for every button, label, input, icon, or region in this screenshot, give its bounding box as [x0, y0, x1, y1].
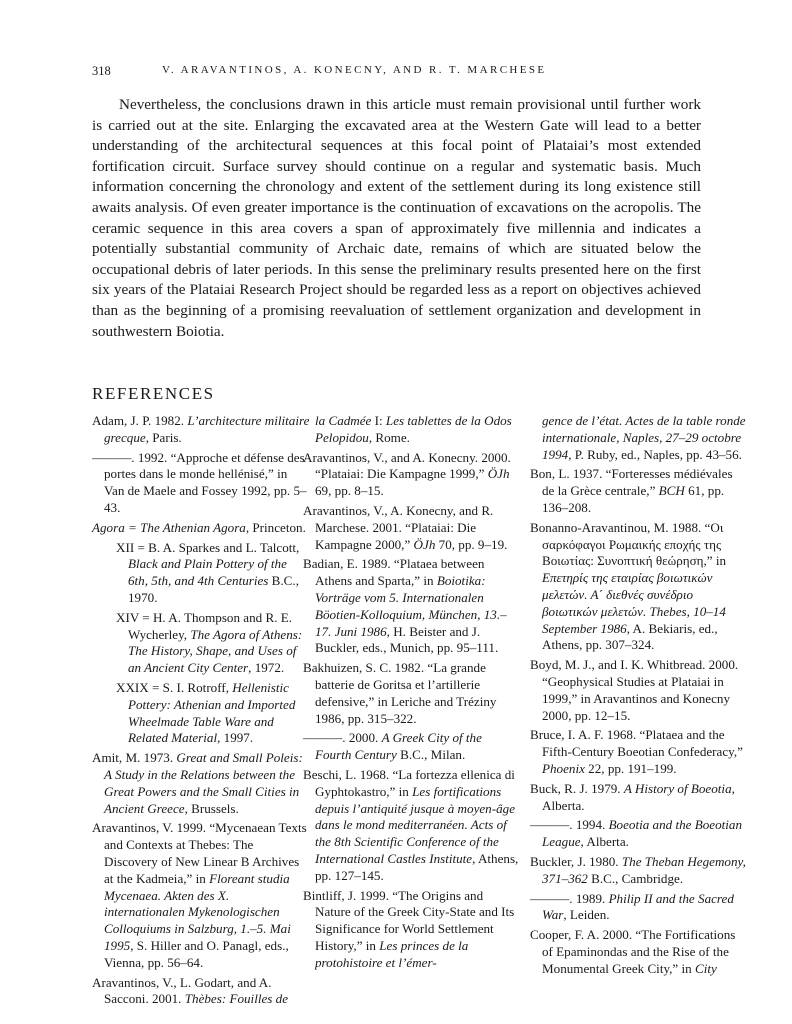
reference-entry — [530, 657, 748, 724]
references-column-3 — [530, 413, 748, 981]
reference-title: Les princes de la protohistoire et l’émer- — [315, 937, 469, 970]
reference-entry — [303, 888, 521, 972]
reference-entry — [92, 820, 310, 971]
reference-entry — [92, 750, 310, 817]
reference-entry — [530, 413, 748, 463]
reference-text: , Athens, pp. 127–145. — [315, 850, 519, 883]
reference-text: B.C., Milan. — [396, 747, 466, 763]
reference-text: XXIX = S. I. Rotroff, — [116, 679, 233, 695]
reference-title: Philip II and the Sacred War — [542, 890, 734, 923]
reference-entry — [92, 450, 310, 517]
reference-entry — [92, 413, 310, 447]
reference-title: A History of Boeotia — [623, 780, 732, 796]
reference-entry — [92, 540, 310, 607]
reference-text: Bakhuizen, S. C. 1982. “La grande batterie de Goritsa et l’artillerie defensive,” in Leriche and Tréziny 1986, pp. 315–322. — [303, 660, 497, 726]
reference-text: Bruce, I. A. F. 1968. “Plataea and the Fifth-Century Boeotian Confederacy,” — [530, 727, 743, 760]
reference-title: Floreant studia Mycenaea. Akten des X. internationalen Mykenologischen Colloquiums in Salzburg, 1.–5. Mai 1995 — [104, 870, 291, 953]
reference-text: , Alberta. — [580, 834, 629, 850]
reference-entry — [530, 466, 748, 516]
reference-title: Thèbes: Fouilles de — [184, 991, 289, 1007]
reference-text: Bon, L. 1937. “Forteresses médiévales de la Grèce centrale,” — [530, 466, 733, 499]
reference-text: B.C., 1970. — [128, 573, 299, 605]
reference-title: The Agora of Athens: The History, Shape, and Uses of an Ancient City Center — [128, 626, 303, 676]
reference-title: A Greek City of the Fourth Century — [315, 730, 482, 763]
reference-entry — [92, 975, 310, 1009]
reference-text: , P. Ruby, ed., Naples, pp. 43–56. — [568, 446, 742, 462]
reference-title: L’architecture militaire grecque — [104, 413, 310, 445]
reference-entry — [530, 854, 748, 888]
reference-text: ———. 2000. — [303, 730, 382, 746]
reference-title: Black and Plain Pottery of the 6th, 5th, and 4th Centuries — [128, 556, 287, 589]
reference-text: XIV = H. A. Thompson and R. E. Wycherley, — [116, 609, 293, 642]
reference-text: ———. 1994. — [530, 817, 609, 833]
reference-entry — [92, 610, 310, 677]
reference-text: Bintliff, J. 1999. “The Origins and Nature of the Greek City-State and Its Significance for World Settlement History,” in — [303, 887, 515, 953]
reference-entry — [530, 927, 748, 977]
reference-text: , S. Hiller and O. Panagl, eds., Vienna, pp. 56–64. — [104, 937, 289, 970]
reference-text: ———. 1992. “Approche et défense des portes dans le monde hellénisé,” in Van de Maele and Fossey 1992, pp. 5–43. — [92, 449, 307, 515]
reference-text: 22, pp. 191–199. — [584, 760, 677, 776]
references-column-2 — [303, 413, 521, 975]
reference-title: BCH — [658, 483, 685, 499]
reference-text: Adam, J. P. 1982. — [92, 413, 188, 428]
reference-text: Amit, M. 1973. — [92, 750, 177, 766]
reference-entry — [92, 520, 310, 537]
running-head-authors: V. ARAVANTINOS, A. KONECNY, AND R. T. MARCHESE — [162, 64, 547, 76]
reference-text: , Rome. — [368, 429, 410, 445]
conclusion-paragraph: Nevertheless, the conclusions drawn in this article must remain provisional until further work is carried out at the site. Enlarging the excavated area at the Western Gate will lead to a better understanding of the architectural sequences at this focal point of Plataiai’s most extended fortification circuit. Surface survey should continue on a regular and systematic basis. Much information concerning the chronology and extent of the settlement during its long existence still awaits analysis. Of even greater importance is the continuation of excavations on the acropolis. The ceramic sequence in this area covers a span of approximately five millennia and indicates a potentially substantial community of Archaic date, remains of which are situated below the occupational debris of later periods. In this sense the preliminary results presented here on the first six years of the Plataiai Research Project should be regarded less as a report on objectives achieved than as the beginning of a promising reevaluation of settlement organization and development in southwestern Boiotia. — [92, 96, 701, 340]
reference-text: Bonanno-Aravantinou, M. 1988. “Οι σαρκόφαγοι Ρωμαικής εποχής της Βοιωτίας: Συνοπτική θεώρηση,” in — [530, 519, 727, 569]
reference-title: Les fortifications depuis l’antiquité jusque à moyen-âge dans le mond mediterranéen. Acts of the 8th Scientific Conference of the International Castles Institute — [315, 783, 515, 866]
reference-entry — [303, 730, 521, 764]
reference-text: Cooper, F. A. 2000. “The Fortifications of Epaminondas and the Rise of the Monumental Greek City,” in — [530, 927, 736, 976]
reference-text: B.C., Cambridge. — [587, 870, 684, 886]
reference-title: ÖJh — [487, 466, 510, 482]
reference-text: 69, pp. 8–15. — [315, 483, 384, 499]
reference-title: Phoenix — [542, 760, 585, 776]
reference-entry — [303, 413, 521, 447]
reference-entry — [92, 680, 310, 747]
reference-entry — [303, 503, 521, 553]
reference-text: , 1972. — [248, 660, 285, 676]
reference-title: The Theban Hegemony, 371–362 — [542, 853, 746, 886]
references-heading: REFERENCES — [92, 384, 215, 403]
reference-entry — [303, 450, 521, 500]
reference-text: I: — [371, 413, 386, 428]
reference-text: , Leiden. — [563, 907, 610, 923]
reference-title: Boeotia and the Boeotian League — [542, 817, 743, 850]
reference-text: Buck, R. J. 1979. — [530, 780, 624, 796]
references-column-1 — [92, 413, 310, 1011]
reference-text: Aravantinos, V., and A. Konecny. 2000. “Plataiai: Die Kampagne 1999,” — [303, 449, 511, 482]
page-number: 318 — [92, 64, 111, 78]
reference-entry — [530, 817, 748, 851]
reference-text: , H. Beister and J. Buckler, eds., Munich, pp. 95–111. — [315, 623, 499, 656]
reference-entry — [303, 660, 521, 727]
reference-text: Buckler, J. 1980. — [530, 853, 622, 869]
reference-title: ÖJh — [413, 536, 436, 552]
reference-text: , Alberta. — [542, 780, 735, 813]
reference-text: , Brussels. — [184, 800, 239, 816]
reference-entry — [303, 556, 521, 657]
reference-text: 61, pp. 136–208. — [542, 483, 725, 515]
reference-entry — [530, 520, 748, 654]
reference-entry — [530, 891, 748, 925]
reference-text: Badian, E. 1989. “Plataea between Athens and Sparta,” in — [303, 556, 485, 589]
reference-text: 70, pp. 9–19. — [435, 536, 508, 552]
reference-entry — [530, 727, 748, 777]
reference-title: gence de l’état. Actes de la table ronde internationale, Naples, 27–29 octobre 1994 — [542, 413, 746, 462]
reference-title: Les tablettes de la Odos Pelopidou — [315, 413, 512, 445]
reference-text: , Princeton. — [245, 519, 306, 535]
reference-text: Boyd, M. J., and I. K. Whitbread. 2000. “Geophysical Studies at Plataiai in 1999,” in Aravantinos and Konecny 2000, pp. 12–15. — [530, 657, 739, 723]
reference-text: , 1997. — [217, 730, 254, 746]
reference-title: Great and Small Poleis: A Study in the Relations between the Great Powers and the Small Cities in Ancient Greece — [104, 750, 303, 816]
reference-title: Boiotika: Vorträge vom 5. Internationalen Böotien-Kolloquium, München, 13.–17. Juni 1986 — [315, 573, 507, 639]
reference-text: Aravantinos, V., L. Godart, and A. Sacconi. 2001. — [92, 974, 272, 1007]
reference-title: la Cadmée — [315, 413, 372, 428]
reference-text: , Paris. — [145, 429, 182, 445]
reference-text: ———. 1989. — [530, 890, 609, 906]
reference-text: Beschi, L. 1968. “La fortezza ellenica di Gyphtokastro,” in — [303, 766, 515, 799]
reference-text: XII = B. A. Sparkes and L. Talcott, — [116, 539, 300, 555]
reference-entry — [303, 767, 521, 885]
reference-title: City — [694, 960, 717, 976]
reference-text: Aravantinos, V. 1999. “Mycenaean Texts and Contexts at Thebes: The Discovery of New Linear B Archives at the Kadmeia,” in — [92, 820, 307, 886]
reference-title: Hellenistic Pottery: Athenian and Imported Wheelmade Table Ware and Related Material — [128, 679, 296, 746]
reference-title: Επετηρίς της εταιρίας βοιωτικών μελετών. Α΄ διεθνές συνέδριο βοιωτικών μελετών. Thebes, 10–14 September 1986 — [542, 570, 726, 636]
reference-entry — [530, 781, 748, 815]
reference-text: Aravantinos, V., A. Konecny, and R. Marchese. 2001. “Plataiai: Die Kampagne 2000,” — [303, 502, 494, 552]
reference-text: , A. Bekiaris, ed., Athens, pp. 307–324. — [542, 620, 718, 653]
reference-title: Agora = The Athenian Agora — [92, 519, 246, 535]
